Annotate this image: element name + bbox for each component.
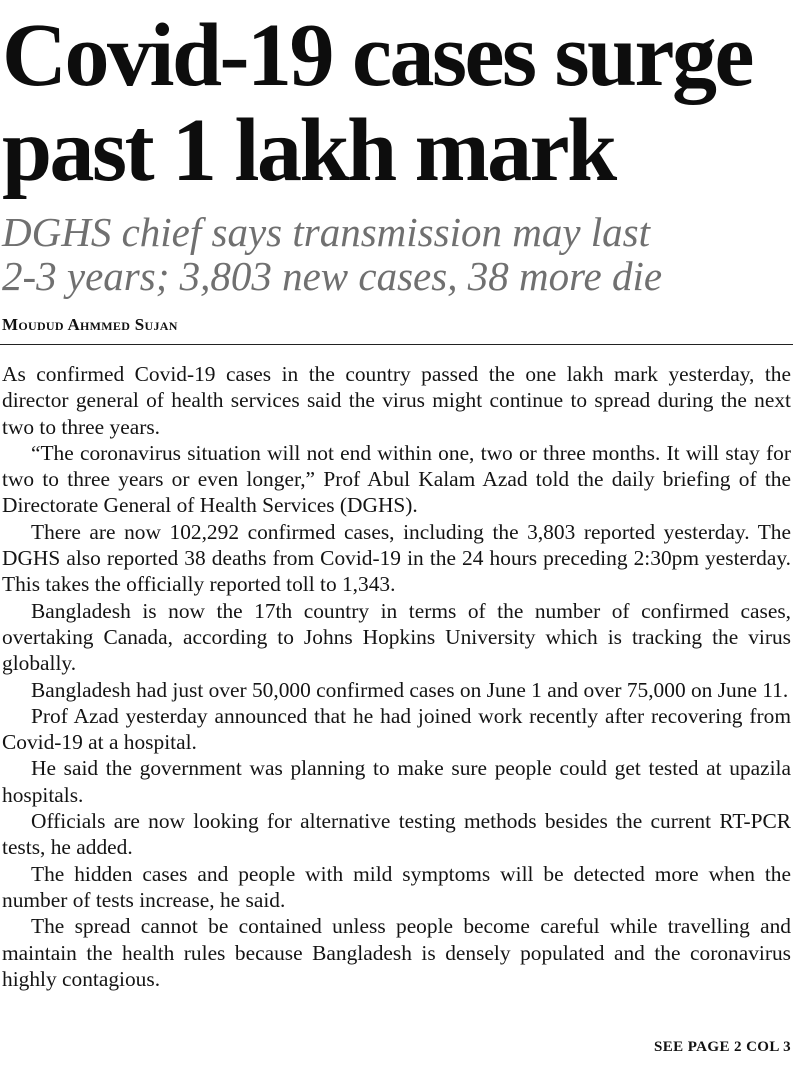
continuation-note: SEE PAGE 2 COL 3 [654, 1039, 791, 1055]
subheadline-line-2: 2-3 years; 3,803 new cases, 38 more die [2, 253, 663, 299]
paragraph: He said the government was planning to make sure people could get tested at upazila hospitals. [2, 756, 791, 807]
headline-line-1: Covid-19 cases surge [2, 6, 752, 105]
divider-rule [0, 344, 793, 345]
paragraph: The hidden cases and people with mild symptoms will be detected more when the number of tests increase, he said. [2, 861, 791, 912]
paragraph: There are now 102,292 confirmed cases, including the 3,803 reported yesterday. The DGHS also reported 38 deaths from Covid-19 in the 24 hours preceding 2:30pm yesterday. This takes the officially reported toll to 1,343. [2, 519, 791, 597]
paragraph: The spread cannot be contained unless people become careful while travelling and maintain the health rules because Bangladesh is densely populated and the coronavirus highly contagious. [2, 914, 791, 991]
paragraph: Officials are now looking for alternative testing methods besides the current RT-PCR tests, he added. [2, 809, 791, 860]
byline: Moudud Ahmmed Sujan [2, 315, 178, 334]
article-body [2, 361, 791, 992]
headline-line-2: past 1 lakh mark [2, 101, 615, 200]
paragraph: “The coronavirus situation will not end within one, two or three months. It will stay for two to three years or even longer,” Prof Abul Kalam Azad told the daily briefing of the Directorate General of Health Services (DGHS). [2, 440, 791, 518]
paragraph: Bangladesh had just over 50,000 confirmed cases on June 1 and over 75,000 on June 11. [31, 677, 789, 702]
paragraph: Bangladesh is now the 17th country in terms of the number of confirmed cases, overtaking Canada, according to Johns Hopkins University which is tracking the virus globally. [2, 598, 791, 676]
paragraph: As confirmed Covid-19 cases in the country passed the one lakh mark yesterday, the director general of health services said the virus might continue to spread during the next two to three years. [2, 362, 791, 439]
paragraph: Prof Azad yesterday announced that he had joined work recently after recovering from Covid-19 at a hospital. [2, 703, 791, 755]
subheadline [2, 210, 792, 298]
subheadline-line-1: DGHS chief says transmission may last [2, 209, 651, 255]
headline [2, 8, 792, 198]
